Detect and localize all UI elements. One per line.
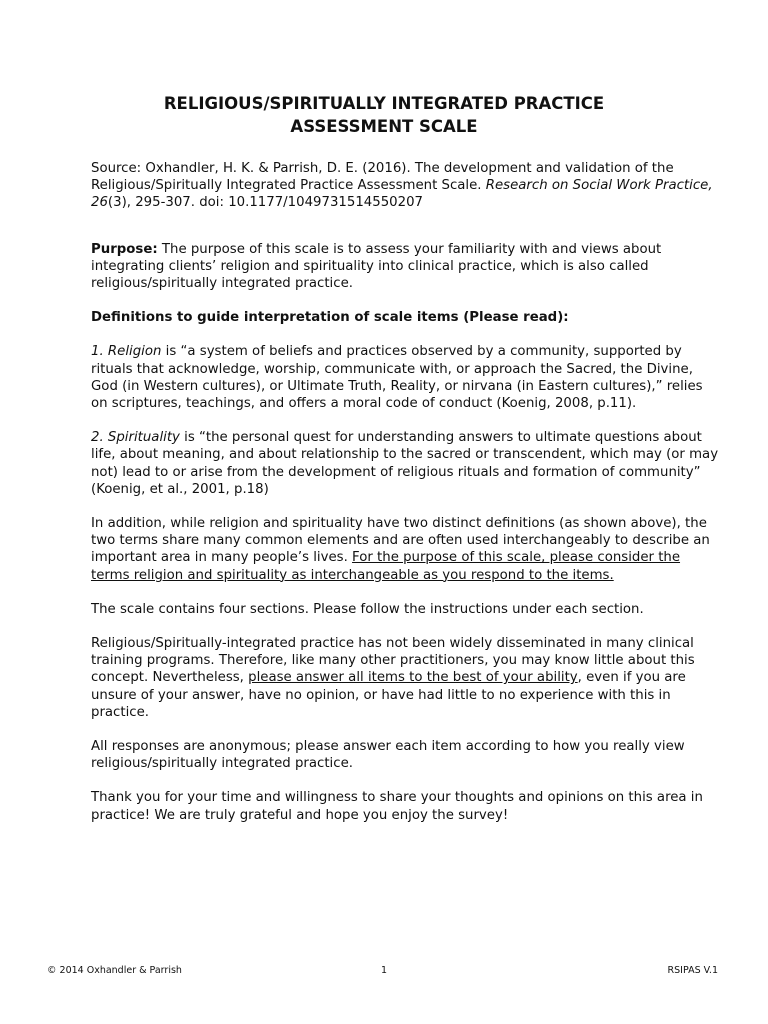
purpose-text: The purpose of this scale is to assess your familiarity with and views about integrating clients’ religion and spirituality into clinical practice, which is also called religious/spiritually integrated practice.: [91, 241, 662, 292]
definition-spirituality-term: 2. Spirituality: [91, 430, 180, 446]
addition-underlined: For the purpose of this scale, please consider the terms religion and spirituality as interchangeable as you respond to the items.: [91, 550, 681, 583]
dissemination-tail: , even if you are unsure of your answer, have no opinion, or have had little to no experience with this in practice.: [91, 670, 686, 720]
thanks-note: Thank you for your time and willingness to share your thoughts and opinions on this area in practice! We are truly grateful and hope you enjoy the survey!: [91, 790, 703, 823]
dissemination-underlined: please answer all items to the best of your ability: [248, 670, 578, 686]
addition-paragraph: [91, 515, 721, 584]
dissemination-paragraph: [91, 635, 721, 721]
source-tail: (3), 295-307. doi: 10.1177/1049731514550207: [107, 195, 424, 211]
definition-spirituality: [91, 429, 721, 498]
definition-religion-term: 1. Religion: [91, 344, 162, 360]
footer-version: RSIPAS V.1: [667, 965, 718, 976]
addition-text: In addition, while religion and spirituality have two distinct definitions (as shown above), the two terms share many common elements and are often used interchangeably to describe an important area in many people’s lives.: [91, 516, 710, 566]
source-lead: Source: Oxhandler, H. K. & Parrish, D. E. (2016). The development and validation of the Religious/Spiritually Integrated Practice Assessment Scale.: [91, 161, 674, 194]
footer-page-number: 1: [380, 965, 388, 976]
document-title: [60, 92, 708, 138]
source-journal: Research on Social Work Practice, 26: [91, 178, 713, 211]
definition-religion: [91, 343, 721, 412]
dissemination-text: Religious/Spiritually-integrated practice has not been widely disseminated in many clinical training programs. Therefore, like many other practitioners, you may know little about this concept. Nevertheless,: [91, 636, 695, 686]
definition-religion-text: is “a system of beliefs and practices observed by a community, supported by rituals that acknowledge, worship, communicate with, or approach the Sacred, the Divine, God (in Western cultures), or Ultimate Truth, Reality, or nirvana (in Eastern cultures),” relies on scriptures, teachings, and offers a moral code of conduct (Koenig, 2008, p.11).: [91, 344, 703, 412]
definitions-heading: Definitions to guide interpretation of scale items (Please read):: [91, 310, 569, 326]
definition-spirituality-text: is “the personal quest for understanding answers to ultimate questions about life, about meaning, and about relationship to the sacred or transcendent, which may (or may not) lead to or arise from the development of religious rituals and formation of community” (Koenig, et al., 2001, p.18): [91, 430, 719, 497]
purpose-paragraph: [91, 241, 721, 293]
document-body: [91, 160, 721, 841]
source-citation: [91, 160, 721, 212]
anonymous-note: All responses are anonymous; please answer each item according to how you really view religious/spiritually integrated practice.: [91, 739, 685, 772]
sections-note: The scale contains four sections. Please follow the instructions under each section.: [91, 601, 644, 617]
title-line-2: ASSESSMENT SCALE: [290, 117, 478, 136]
title-line-1: RELIGIOUS/SPIRITUALLY INTEGRATED PRACTICE: [163, 94, 605, 113]
footer-copyright: © 2014 Oxhandler & Parrish: [47, 965, 182, 976]
purpose-label: Purpose:: [91, 241, 158, 257]
